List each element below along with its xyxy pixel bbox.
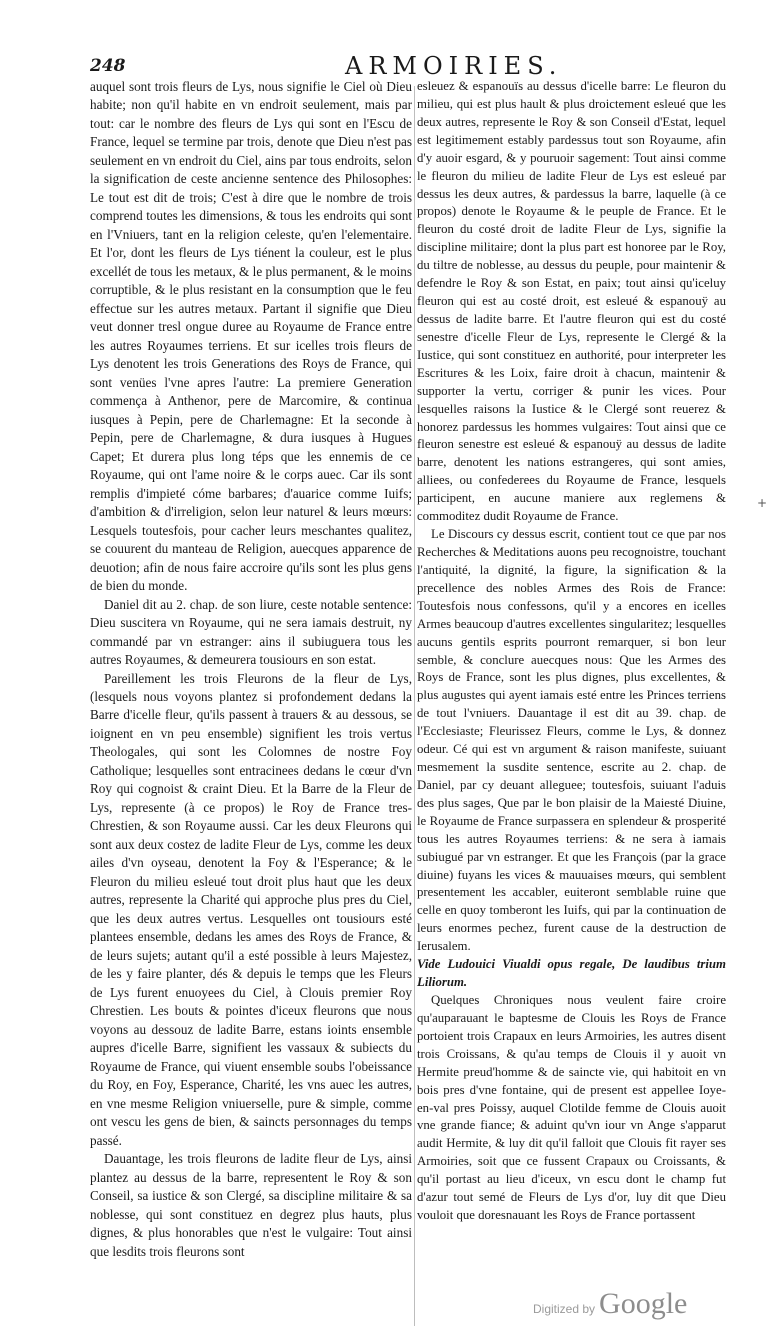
column-divider <box>414 86 415 1326</box>
digitized-watermark <box>533 1287 687 1321</box>
paragraph: esleuez & espanouïs au dessus d'icelle barre: Le fleuron du milieu, qui est plus hault & plus droictement esleué que les deux autres, represente le Roy & son Conseil d'Estat, lequel est legitimement estably pardessus tout son Royaume, afin d'y auoir esgard, & y pouruoir sagement: Tout ainsi comme le fleuron du milieu de ladite Fleur de Lys est esleué par dessus les deux autres, & pardessus la barre, laquelle (à ce propos) denote le Royaume & le peuple de France. Et le fleuron du costé droit de ladite Fleur de Lys, signifie la discipline militaire; dont la plus part est honoree par le Roy, du tiltre de noblesse, au dessus du peuple, pour maintenir & defendre le Roy & son Estat, en paix; tout ainsi qu'iceluy fleuron qui est au costé droit, est esleué & espanouÿ au dessus de ladite barre. Et l'autre fleuron qui est du costé senestre d'icelle Fleur de Lys, represente le Clergé & la Iustice, qui sont constituez en authorité, pour interpreter les Escritures & les Loix, faire droit à chacun, maintenir & supporter la vertu, corriger & punir les vices. Pour lesquelles raisons la Iustice & le Clergé sont reuerez & honorez pardessus les hommes vulgaires: Tout ainsi que ce fleuron senestre est esleué & espanouÿ au dessus de ladite barre, denotent les nations estrangeres, qui sont amies, alliees, ou confederees du Royaume de France, lesquels participent, en aucune maniere aux reglemens & commoditez dudit Royaume de France. <box>417 79 726 524</box>
paragraph: Quelques Chroniques nous veulent faire croire qu'auparauant le baptesme de Clouis les Roys de France portoient trois Crapaux en leurs Armoiries, les autres disent trois Croissans, & qu'au temps de Clouis il y auoit vn Hermite preud'homme & de saincte vie, qui habitoit en vn bois pres d'vne fontaine, qui de present est appellee Ioye-en-val pres Poissy, auquel Clotilde femme de Clouis auoit vne grande fiance; & aduint qu'vn iour vn Ange s'apparut audit Hermite, & luy dit qu'il falloit que Clouis fit rayer ses Armoiries, soit que ce fussent Crapaux ou Croissants, & qu'il portast au lieu d'iceux, vn escu dont le champ fut d'azur tout semé de Fleurs de Lys d'or, luy dit que Dieu vouloit que doresnauant les Roys de France portassent <box>417 993 726 1223</box>
paragraph: Dauantage, les trois fleurons de ladite fleur de Lys, ainsi plantez au dessus de la barre, representent le Roy & son Conseil, sa iustice & son Clergé, sa discipline militaire & sa noblesse, qui sont constituez en degrez plus hauts, plus dignes, & plus honorables que n'est le vulgaire: Tout ainsi que lesdits trois fleurons sont <box>90 1151 412 1259</box>
watermark-prefix: Digitized by <box>533 1302 596 1316</box>
running-title: ARMOIRIES. <box>345 52 563 80</box>
citation: Vide Ludouici Viualdi opus regale, De laudibus trium Liliorum. <box>417 957 726 990</box>
right-column <box>417 78 726 1225</box>
paragraph: Le Discours cy dessus escrit, contient tout ce que par nos Recherches & Meditations auons peu recognoistre, touchant l'antiquité, la dignité, la figure, la signification & la precellence des nobles Armes des Rois de France: Toutesfois nous confessons, qu'il y a encores en icelles Armes beaucoup d'autres excellentes singularitez; lesquelles aucuns gentils esprits pourront remarquer, si bon leur semble, & conclure auecques nous: Que les Armes des Roys de France, sont les plus dignes, plus excellentes, & plus augustes qui ayent iamais esté entre les Princes terriens de tout l'vniuers. Dauantage il est dit au 39. chap. de l'Ecclesiaste; Fleurissez Fleurs, comme le Lys, & donnez odeur. Cé qui est vn argument & raison manifeste, suiuant mesmement la susdite sentence, escrite au 2. chap. de Daniel, par cy deuant alleguee; toutesfois, suiuant l'aduis des plus sages, Que par le bon plaisir de la Maiesté Diuine, le Royaume de France surpassera en splendeur & prosperité tous les autres Royaumes terriens: & ne sera à iamais subiugué par vn estranger. Et que les François (par la grace diuine) fuyans les vices & mauuaises mœurs, qui semblent presentement les accabler, euiteront semblable ruine que celle en quoy tomberont les Iuifs, qui par la continuation de leurs enormes pechez, furent cause de la destruction de Ierusalem. <box>417 527 726 954</box>
paragraph: Daniel dit au 2. chap. de son liure, ceste notable sentence: Dieu suscitera vn Royaume, qui ne sera iamais destruit, ny commandé par vn estranger: ains il subiuguera tous les autres Royaumes, & demeurera tousiours en son estat. <box>90 596 412 668</box>
paragraph: auquel sont trois fleurs de Lys, nous signifie le Ciel où Dieu habite; non qu'il habite en vn endroit seulement, mais par tout: car le nombre des fleurs de Lys qui sont en l'Escu de France, lequel se termine par trois, denote que Dieu n'est pas seulement en vn endroit du Ciel, ains par tous endroits, selon la signification de ceste ancienne sentence des Philosophes: Le tout est dit de trois; C'est à dire que le nombre de trois comprend toutes les dimensions, & tous les endroits qui sont en l'Vniuers, tant en la religion celeste, qu'en l'elementaire. Et l'or, dont les fleurs de Lys tiénent la couleur, est le plus excellét de tous les metaux, & le plus permanent, & le moins corruptible, & le plus resistant en la consumption que le feu effectue sur les autres metaux. Partant il signifie que Dieu veut donner tresl ongue duree au Royaume de France entre les autres Royaumes terriens. Et sur icelles trois fleurs de Lys denotent les trois Generations des Roys de France, qui sont venües l'vne apres l'autre: La premiere Generation commença à Anthenor, pere de Marcomire, & continua iusques à Pepin, pere de Charlemagne: Et la seconde à Pepin, pere de Charlemagne, & dura iusques à Hugues Capet; Et durera plus long téps que les ennemis de ce Royaume, qui ont l'ame noire & le corps auec. Car ils sont remplis d'impieté cóme barbares; d'auarice comme Iuifs; d'ambition & d'irreligion, selon leur naturel & leurs mœurs: Lesquels toutesfois, pour cacher leurs meschantes qualitez, se couurent du manteau de Religion, auecques apparence de deuotion; afin de nous faire accroire qu'ils sont les plus gens de bien du monde. <box>90 79 412 594</box>
google-logo: Google <box>599 1287 688 1320</box>
page-number: 248 <box>90 56 126 76</box>
page-header <box>90 52 730 80</box>
left-column <box>90 78 412 1261</box>
margin-mark: + <box>757 496 768 510</box>
paragraph: Pareillement les trois Fleurons de la fleur de Lys, (lesquels nous voyons plantez si profondement dedans la Barre d'icelle fleur, qu'ils passent à trauers & au dessous, se ioignent en vn peu ensemble) signifient les trois vertus Theologales, qui sont les Colomnes de nostre Foy Catholique; lesquelles sont entracinees dedans le cœur d'vn Roy qui cognoist & craint Dieu. Et la Barre de la Fleur de Lys, represente (à ce propos) le Roy de France tres-Chrestien, & son Royaume aussi. Car les deux Fleurons qui sont aux deux costez de ladite Fleur de Lys, comme les deux ailes d'vn oyseau, denotent la Foy & l'Esperance; & le Fleuron du milieu esleué tout droit plus haut que les deux autres, represente la Charité qui approche plus pres du Ciel, que les deux autres vertus. Lesquelles ont tousiours esté plantees ensemble, dedans les ames des Roys de France, & de leurs sujets; autant qu'il a esté possible à leurs Majestez, de les y faire planter, dés & depuis le temps que les Fleurs de Lys furent enuoyees du Ciel, à Clouis premier Roy Chrestien. Les bouts & pointes d'iceux fleurons que nous voyons au dessouz de ladite Barre, estans ioints ensemble aupres d'icelle Barre, signifient les vassaux & subiects du Royaume de France, qui viuent ensemble soubs l'obeissance du Roy, en Foy, Esperance, Charité, les vns auec les autres, en vne mesme Religion vniuerselle, pure & simple, comme ont vescu les gens de bien, & saincts personnages du temps passé. <box>90 670 412 1148</box>
